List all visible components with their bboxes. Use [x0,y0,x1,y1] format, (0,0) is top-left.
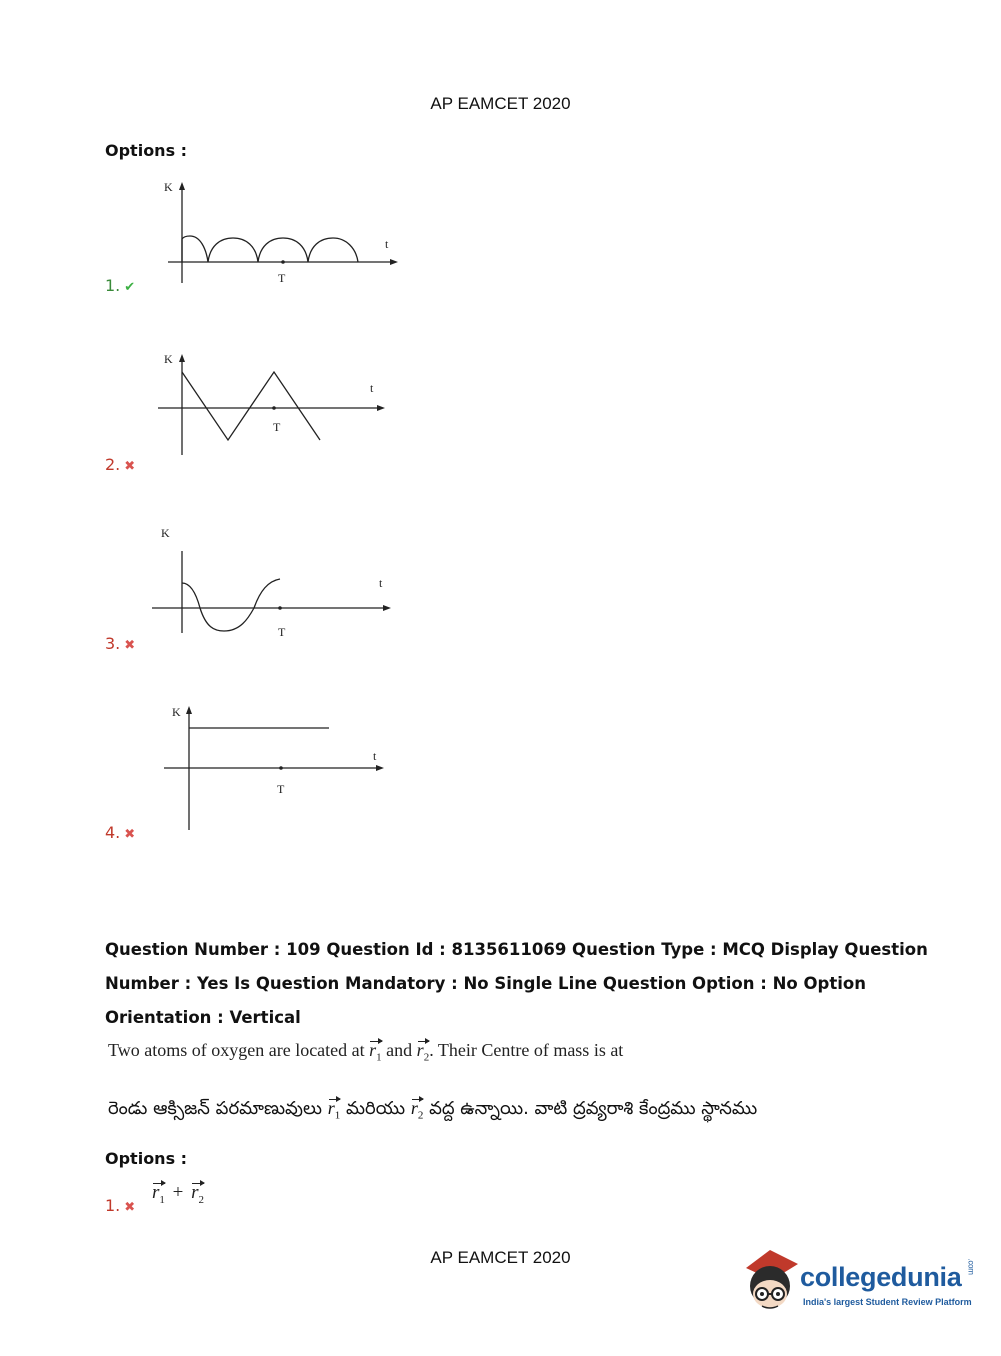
graph-option-3 [150,523,410,638]
t-label: t [373,749,377,763]
graph-option-2-number: 2. ✖ [105,455,136,474]
question-meta-line-2: Number : Yes Is Question Mandatory : No Single Line Question Option : No Option [105,974,866,993]
t-marker [279,766,283,770]
page-header-title: AP EAMCET 2020 [430,94,571,113]
cross-icon: ✖ [124,638,136,653]
collegedunia-mascot-icon [740,1246,800,1318]
graph-option-4-number: 4. ✖ [105,823,136,842]
page-footer-title: AP EAMCET 2020 [430,1248,571,1267]
k-curve [182,236,358,262]
t-axis-arrow [390,259,398,265]
cross-icon: ✖ [124,827,136,842]
period-label: T [278,625,286,638]
question-meta-line-1: Question Number : 109 Question Id : 8135611069 Question Type : MCQ Display Question [105,940,928,959]
k-label: K [161,526,170,540]
graph-option-3-number: 3. ✖ [105,634,136,653]
graph-option-1 [150,176,410,286]
t-axis-arrow [383,605,391,611]
t-label: t [370,381,374,395]
t-axis-arrow [377,405,385,411]
k-label: K [164,180,173,194]
period-label: T [273,420,281,434]
options-label: Options : [105,1149,188,1168]
vector-r2: $r_2$ [410,1098,424,1122]
period-label: T [278,271,286,285]
vector-r2: $r_2$ [416,1040,430,1064]
k-axis-arrow [186,706,192,714]
cross-icon: ✖ [124,459,136,474]
vector-r2: $r_2$ [191,1182,205,1206]
t-marker [272,406,276,410]
answer-option-1-number: 1. ✖ [105,1196,136,1215]
vector-r1: $r_1$ [152,1182,165,1206]
t-axis-arrow [376,765,384,771]
question-text-telugu: రెండు ఆక్సిజన్ పరమాణువులు $r_1$ మరియు $r_2$ వద్ద ఉన్నాయి. వాటి ద్రవ్యరాశి కేంద్రము స్థానము [108,1098,758,1122]
cross-icon: ✖ [124,1200,136,1215]
k-axis-arrow [179,354,185,362]
k-curve [182,372,320,440]
question-meta-line-3: Orientation : Vertical [105,1008,301,1027]
k-label: K [172,705,181,719]
k-axis-arrow [179,182,185,190]
check-icon: ✔ [124,280,136,295]
graph-option-4 [150,700,410,835]
graph-option-1-number: 1. ✔ [105,276,136,295]
k-curve [182,579,280,631]
k-label: K [164,352,173,366]
t-label: t [379,576,383,590]
vector-r1: $r_1$ [327,1098,341,1122]
vector-r1: $r_1$ [369,1040,382,1064]
t-label: t [385,237,389,251]
t-marker [278,606,282,610]
brand-name: collegedunia .com [800,1258,977,1292]
t-marker [281,260,285,264]
brand-tagline: India's largest Student Review Platform [803,1297,972,1307]
graph-option-2 [150,348,410,458]
question-text-english: Two atoms of oxygen are located at $r_1$ and $r_2$. Their Centre of mass is at [108,1040,624,1064]
period-label: T [277,782,285,796]
options-label: Options : [105,141,188,160]
answer-option-1-expression: $r_1 + r_2$ [152,1182,205,1206]
